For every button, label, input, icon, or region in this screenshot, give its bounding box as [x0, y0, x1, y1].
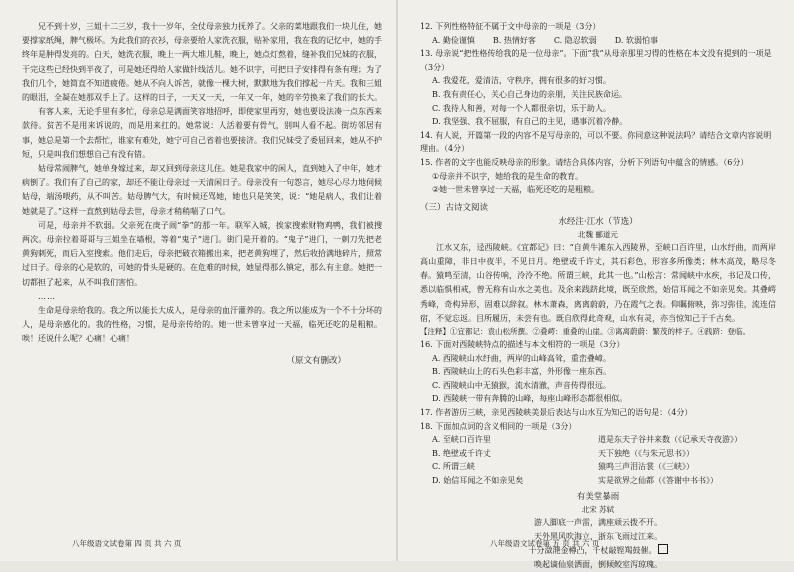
question-14-stem: 14. 有人说，开篇第一段的内容不是写母亲的，可以不要。你同意这种说法吗？请结合文章内容说明理由。（4分）: [420, 130, 772, 154]
reading-passage: [22, 20, 382, 366]
classical-passage-author: 北魏 郦道元: [578, 229, 618, 239]
q15-sentence-1: ①母亲并不识字，她给我的是生命的教育。: [432, 171, 584, 181]
q18-pair-c: [420, 460, 776, 474]
q18-pair-a: [420, 433, 776, 447]
q18-pair-c-left: C. 所谓三峡: [432, 462, 475, 472]
classical-passage-text: 江水又东，迳西陵峡。《宜都记》曰：“自黄牛滩东入西陵界，至峡口百许里，山水纡曲，而两岸高山重障，非日中夜半，不见日月。绝壁或千许丈，其石彩色，形容多所像类；林木高茂，略尽冬春。猿鸣至清，山谷传响，泠泠不绝。所谓三峡，此其一也。”山松言：常闻峡中水疾，书记及口传，悉以临惧相戒，曾无称有山水之美也。及余来践跻此境，既至欣然，始信耳闻之不如亲见矣。其叠崿秀峰，奇构异形，固难以辞叙。林木萧森，离离蔚蔚，乃在霞气之表。仰瞩俯映，弥习弥佳，流连信宿，不觉忘返。目所履历，未尝有也。既自欣得此奇观，山水有灵，亦当惊知己于千古矣。: [420, 242, 776, 323]
question-12-options: [420, 34, 776, 48]
question-16-stem: 16. 下面对西陵峡特点的描述与本文相符的一项是（3分）: [420, 339, 625, 349]
question-17-stem: 17. 作者游历三峡，亲见西陵峡美景后表达与山水互为知己的语句是：（4分）: [420, 407, 693, 417]
question-13-stem: 13. 母亲说“把性格传给我的是一位母亲”。下面“我”从母亲那里习得的性格在本文没有提到的一项是（3分）: [420, 49, 772, 72]
q18-pair-b-right: 天下独绝（《与朱元思书》）: [598, 448, 694, 458]
passage-paragraph-1: 兄不到十岁，三姐十二三岁，我十一岁年，全仗母亲独力抚养了。父亲的菜地跟我们一块儿住，她要撑家纸绳，脾气极坏。为此我们的衣衫，母亲要给人家洗衣服，贴补家用，我在我的记忆中，她的手终年是肿得发亮的。白天，她洗衣服，晚上一两大堆儿鞋，晚上，她点灯熬着，缝补我们兄妹的衣服，干完这些已经快到半夜了，可是她还得给人家做针线活儿。她不识字，可把日子安排得有条有理；为了我们几个，她简直不知道疲倦。她从不向人诉苦，就像一棵大树，默默地为我们撑起一片天。我和三姐的眼泪，全凝在她那双手上了。这样的日子，一天又一天，一年又一年，她的辛劳换来了我们的长大。: [22, 22, 382, 103]
q16-option-d: D. 西陵峡一带有奔腾的山峰，每座山峰形态都很相似。: [432, 394, 628, 404]
poem-line-1: 游人脚底一声雷，满座顽云拨不开。: [534, 518, 662, 528]
q12-option-c: C. 隐忍软弱: [553, 35, 597, 45]
q18-pair-a-left: A. 至峡口百许里: [432, 435, 491, 445]
q13-option-c: C. 我待人和善，对每一个人都很亲切，乐于助人。: [432, 103, 611, 113]
poem-line-4: 唤起谪仙泉洒面，倒倾鲛室泻琼瑰。: [534, 560, 662, 570]
question-18-stem: 18. 下面加点词的含义相同的一项是（3分）: [420, 421, 577, 431]
q13-option-b: B. 我有责任心，关心自己身边的亲朋，关注民族命运。: [432, 89, 627, 99]
q16-option-a: A. 西陵峡山水纡曲，两岸的山峰高耸，重峦叠嶂。: [432, 353, 611, 363]
passage-paragraph-2: 有客人来，无论手里有多忙，母亲总是满面笑容地招呼，即使家里再穷，她也要设法凑一点东西来款待。贫苦不是用来诉说的，而是用来扛的。她常说：人活着要有骨气，别叫人看不起。街坊邻居有事，她总是第一个去帮忙，谁家有难处，她宁可自己省着也要接济。我们兄妹受了委屈回来，她从不护短，只是叫我们想想自己有没有错。: [22, 107, 382, 159]
q18-pair-d-right: 实是欲界之仙都（《答谢中书书》）: [598, 475, 718, 485]
blank-box-icon: [658, 544, 668, 554]
q18-pair-c-right: 猿鸣三声泪沾裳（《三峡》）: [598, 462, 694, 472]
source-note: （原文有删改）: [286, 356, 346, 367]
classical-passage-notes: 【注释】①宜都记：袁山松所撰。②叠崿：重叠的山崖。③离离蔚蔚：繁茂的样子。④践跻：登临。: [420, 326, 750, 336]
passage-paragraph-5: 生命是母亲给我的。我之所以能长大成人，是母亲的血汗灌养的。我之所以能成为一个不十分坏的人，是母亲感化的。我的性格，习惯，是母亲传给的。她一世未曾享过一天福，临死还吃的是粗粮。唉！还说什么呢？心痛！心痛！: [22, 305, 382, 344]
poem-title: 有美堂暴雨: [576, 492, 620, 503]
q13-option-d: D. 我坚强、我不屈服，有自己的主见，遇事沉着冷静。: [432, 117, 628, 127]
poem-line-2: 天外黑风吹海立，浙东飞雨过江来。: [534, 532, 662, 542]
q18-pair-d: [420, 474, 776, 488]
question-15-stem: 15. 作者的文字也能反映母亲的形象。请结合具体内容，分析下列语句中蕴含的情感。（6分）: [420, 157, 749, 167]
q18-pair-a-right: 道是东夫子谷井来数（《记承天寺夜游》）: [598, 435, 742, 445]
passage-ellipsis: ……: [38, 291, 56, 301]
left-page: [0, 0, 396, 561]
section-heading-classical: （三）古诗文阅读: [420, 202, 489, 213]
q12-option-d: D. 软弱怕事: [614, 35, 658, 45]
classical-passage-title: 水经注·江水（节选）: [558, 216, 638, 227]
question-12-stem: 12. 下列性格特征不属于文中母亲的一项是（3分）: [420, 22, 601, 31]
q13-option-a: A. 我爱花，爱清洁，守秩序，拥有很多的好习惯。: [432, 76, 611, 86]
q18-pair-b: [420, 447, 776, 461]
left-page-footer: 八年级语文试卷第 四 页 共 六 页: [72, 539, 182, 548]
questions-column: [420, 20, 776, 572]
right-page-footer: 八年级语文试卷第 五 页 共 六 页: [490, 539, 600, 548]
right-page: [398, 0, 794, 570]
q12-option-b: B. 热情好客: [492, 35, 536, 45]
poem-author: 北宋 苏轼: [581, 505, 615, 515]
q16-option-c: C. 西陵峡山中无猿猴，流水清澈，声音传得很远。: [432, 380, 611, 390]
q16-option-b: B. 西陵峡山上的石头色彩丰富，外形像一座东西。: [432, 367, 611, 377]
passage-paragraph-4: 可是，母亲并不软弱。父亲死在庚子闹“拳”的那一年。联军入城，挨家搜索财物鸡鸭，我们被搜两次。母亲拉着哥哥与三姐坐在墙根，等着“鬼子”进门。街门是开着的。“鬼子”进门，一刺刀先把老黄狗刺死，而后入室搜索。他们走后，母亲把破衣箱搬出来，把老黄狗埋了，然后收拾满地碎片，照常过日子。母亲的心是软的，可她的骨头是硬的。在危难的时候，她显得那么镇定，那么有主意。她把一切都担了起来，从不叫我们害怕。: [22, 220, 382, 287]
q18-pair-b-left: B. 绝壁或千许丈: [432, 448, 491, 458]
q15-sentence-2: ②她一世未曾享过一天福，临死还吃的是粗粮。: [432, 185, 600, 195]
q18-word-pairs: [420, 433, 776, 487]
q12-option-a: A. 勤俭谨慎: [432, 35, 475, 45]
poem-line-3-text: 十分潋滟金樽凸，千杖敲铿羯鼓催。: [528, 546, 657, 556]
passage-paragraph-3: 姑母常闹脾气，她单身嫁过来，却又回到母亲这儿住。她是我家中的闲人，直到她入了中年，她才病倒了。我们有了自己的家，却还不能让母亲过一天清闲日子。母亲没有一句怨言，她尽心尽力地伺候姑母，端汤喂药，从不叫苦。姑母脾气大，有时候还骂她，她也只是笑笑，说：“她是病人，我们让着她就是了。”这样一直熬到姑母去世，母亲才稍稍喘了口气。: [22, 164, 382, 216]
q18-pair-d-left: D. 始信耳闻之不如亲见矣: [432, 475, 524, 485]
